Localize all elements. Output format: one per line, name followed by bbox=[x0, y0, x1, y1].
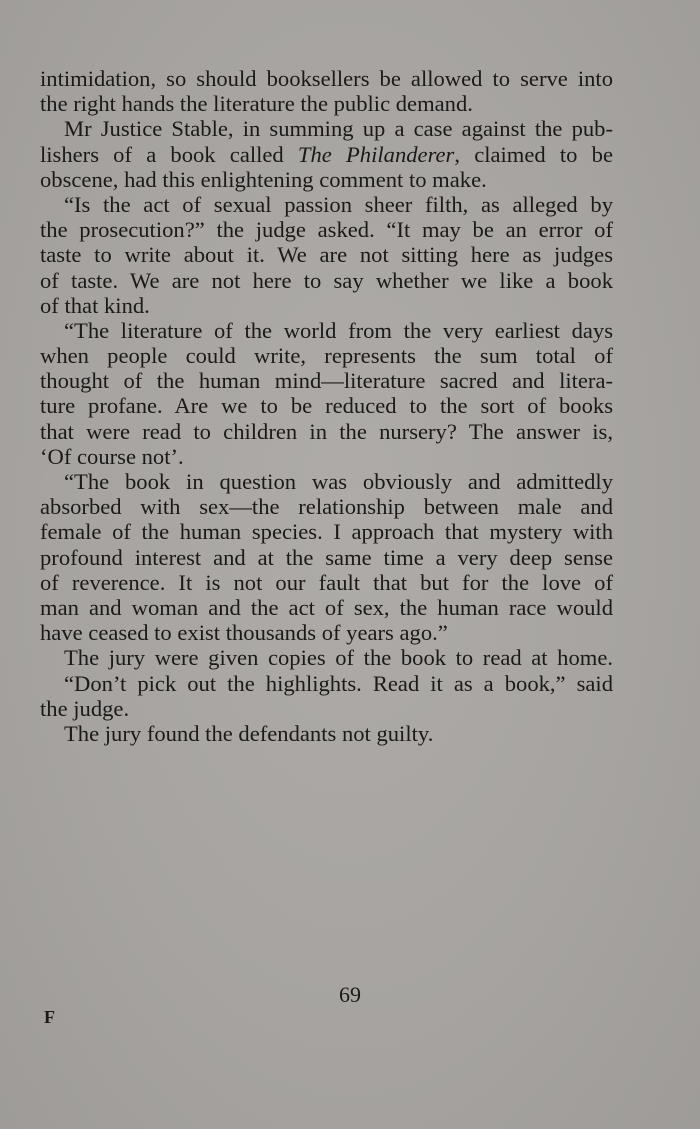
signature-mark: F bbox=[44, 1007, 55, 1027]
text-line: absorbed with sex—the relationship between male and bbox=[40, 494, 613, 520]
page-number: 69 bbox=[339, 982, 361, 1007]
text-line: the right hands the literature the public demand. bbox=[40, 91, 473, 117]
text-line: “The book in question was obviously and admittedly bbox=[64, 469, 613, 494]
text-line: Mr Justice Stable, in summing up a case against the pub- bbox=[64, 116, 613, 142]
text-line: “The literature of the world from the very earliest days bbox=[64, 317, 613, 343]
text-line: that were read to children in the nursery? The answer is, bbox=[40, 418, 613, 444]
text-line: ‘Of course not’. bbox=[40, 443, 184, 469]
text-line: man and woman and the act of sex, the human race would bbox=[40, 594, 613, 620]
text-line: thought of the human mind—literature sacred and litera- bbox=[40, 368, 613, 394]
text-line: have ceased to exist thousands of years ago.” bbox=[40, 620, 448, 646]
text-line: ture profane. Are we to be reduced to the sort of books bbox=[40, 393, 613, 419]
text-line: of that kind. bbox=[40, 292, 150, 318]
text-line: The jury were given copies of the book to read at home. bbox=[64, 645, 613, 671]
text-line: taste to write about it. We are not sitting here as judges bbox=[40, 242, 613, 268]
text-line: the prosecution?” the judge asked. “It may be an error of bbox=[40, 217, 613, 243]
text-line: intimidation, so should booksellers be allowed to serve into bbox=[40, 66, 613, 91]
body-text bbox=[40, 66, 613, 746]
text-line: “Is the act of sexual passion sheer filth, as alleged by bbox=[64, 191, 613, 217]
text-line: “Don’t pick out the highlights. Read it as a book,” said bbox=[64, 670, 613, 696]
text-line: of reverence. It is not our fault that but for the love of bbox=[40, 569, 613, 595]
text-line: profound interest and at the same time a very deep sense bbox=[40, 544, 613, 570]
text-line: the judge. bbox=[40, 695, 130, 721]
text-line: of taste. We are not here to say whether we like a book bbox=[40, 267, 613, 293]
text-line: when people could write, represents the sum total of bbox=[40, 343, 613, 369]
text-line: female of the human species. I approach that mystery with bbox=[40, 519, 613, 545]
text-line: The jury found the defendants not guilty. bbox=[64, 720, 434, 746]
text-line: lishers of a book called The Philanderer, claimed to be bbox=[40, 141, 613, 167]
text-line: obscene, had this enlightening comment to make. bbox=[40, 166, 487, 192]
